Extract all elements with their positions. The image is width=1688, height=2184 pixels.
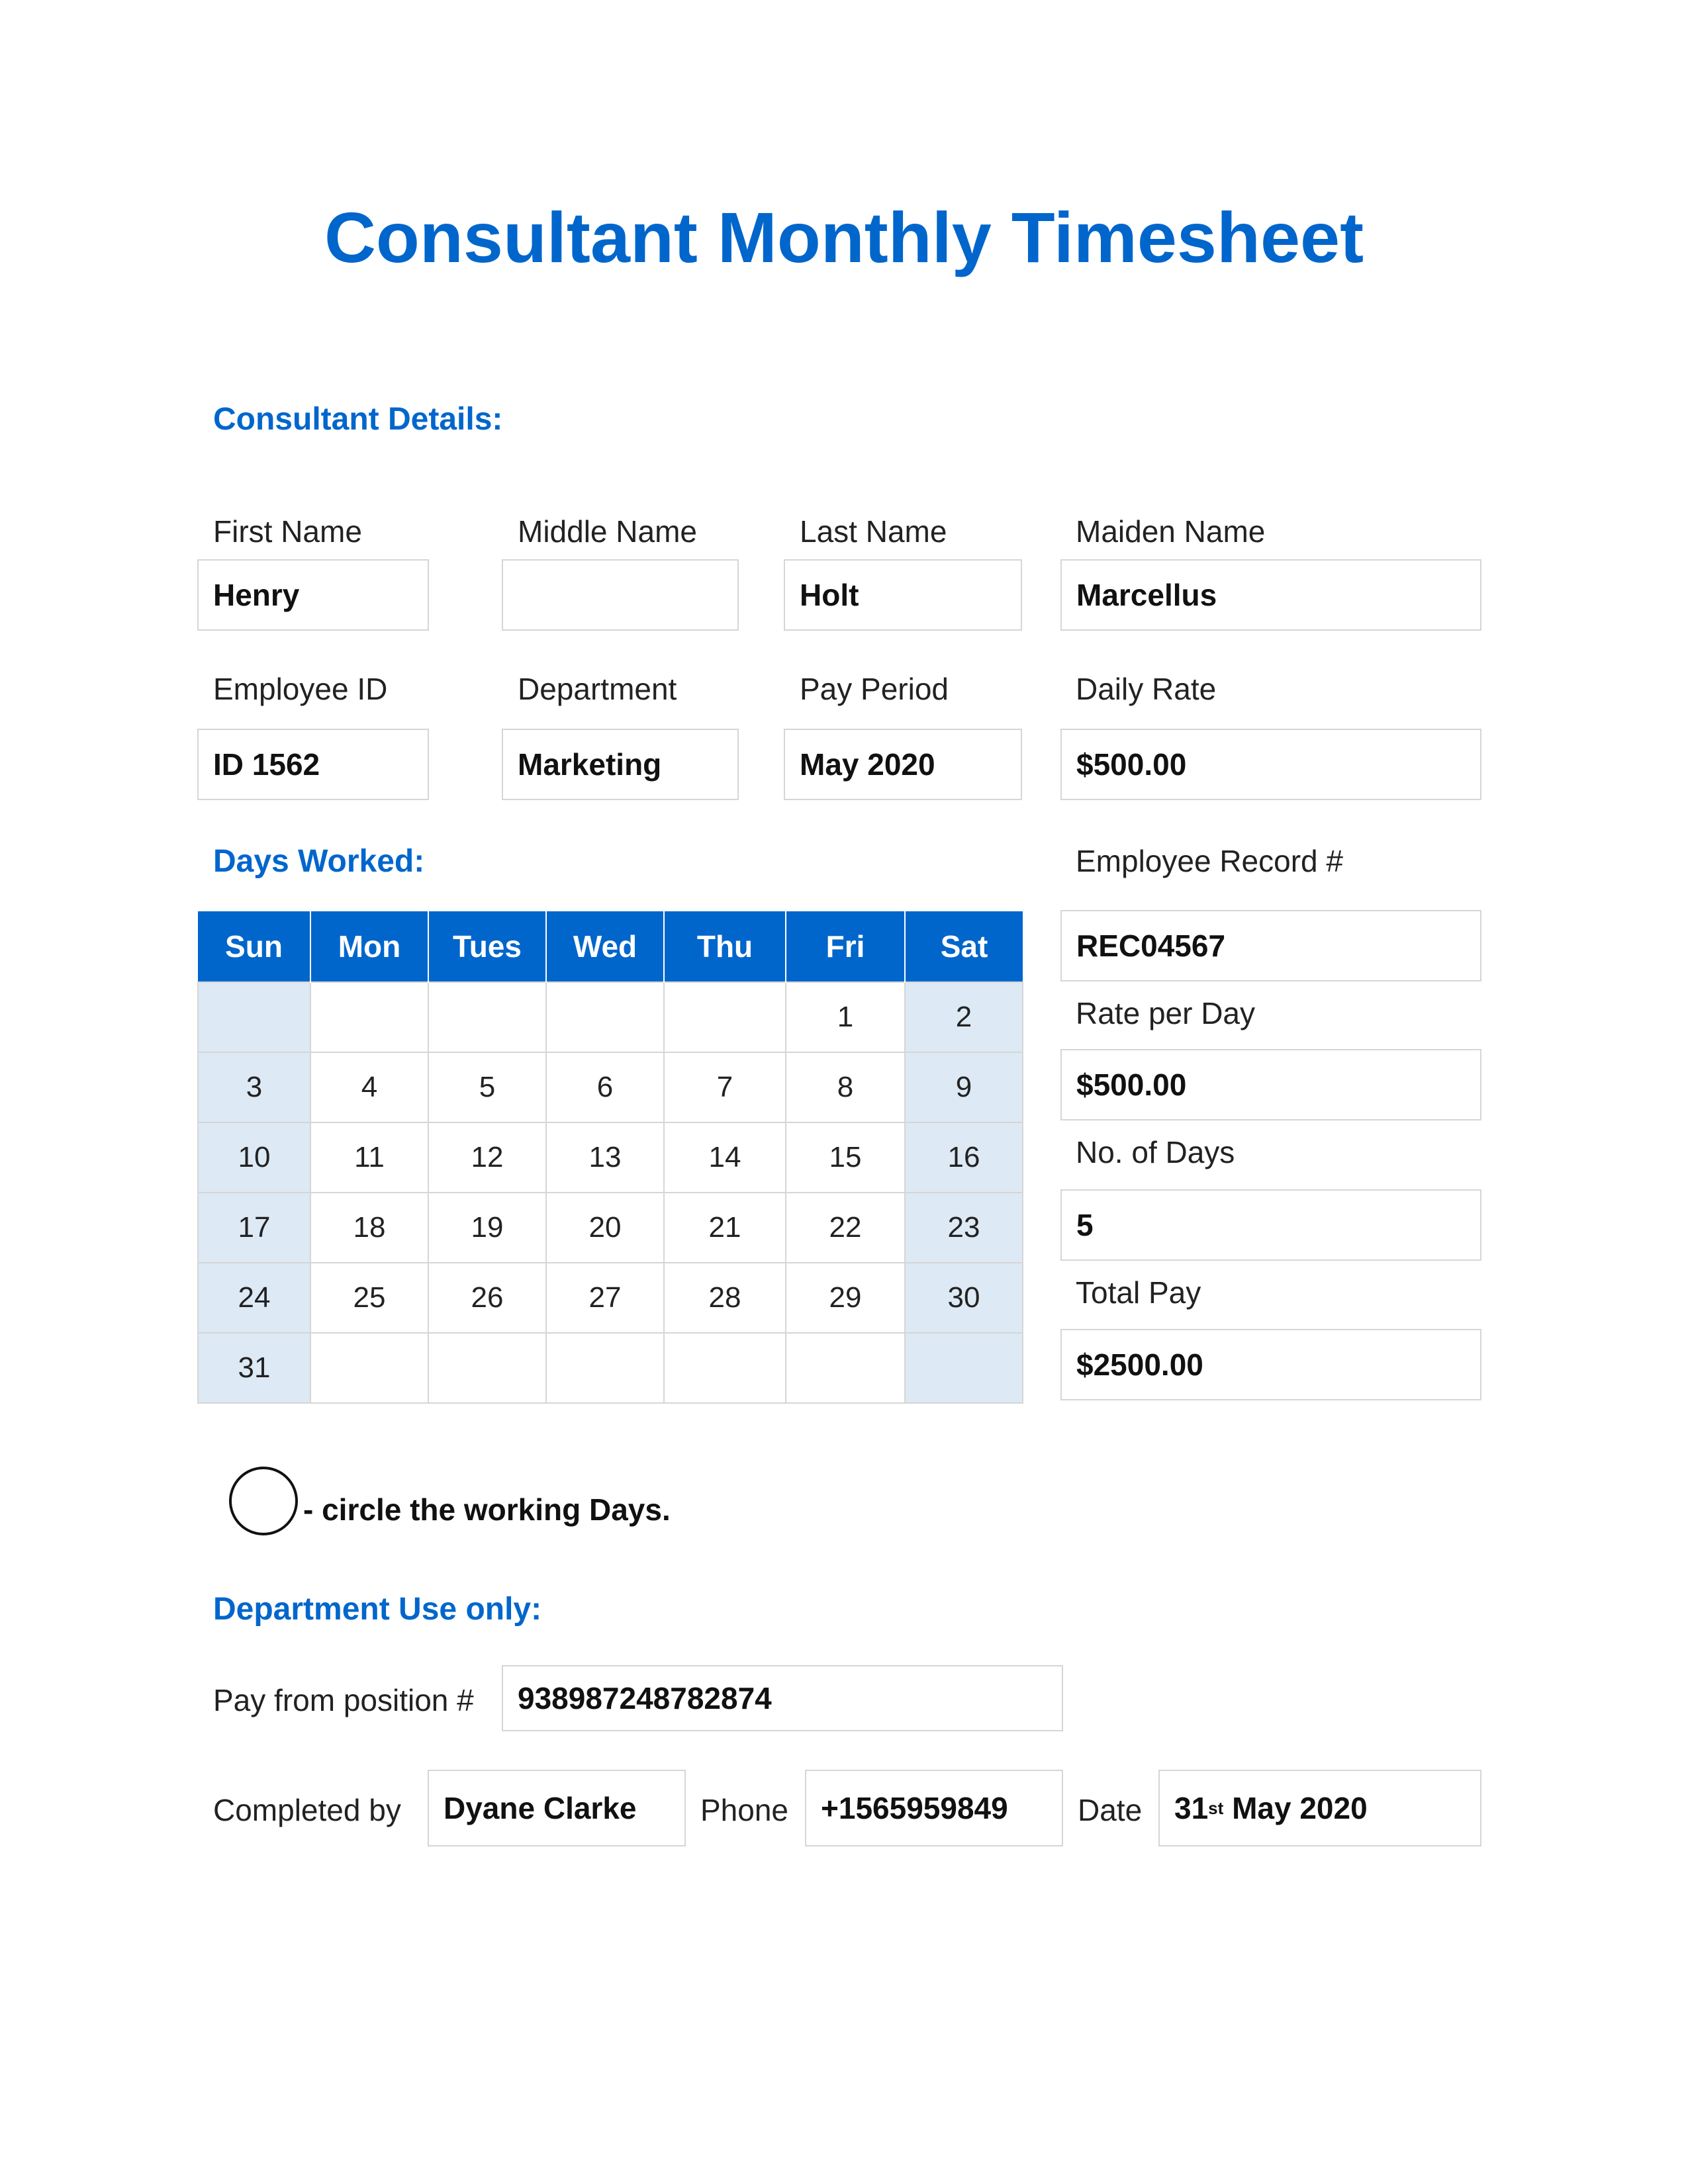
- calendar-day-cell[interactable]: 22: [786, 1193, 905, 1263]
- daily-rate-label: Daily Rate: [1076, 672, 1217, 706]
- pay-period-label: Pay Period: [800, 672, 949, 706]
- completed-by-label: Completed by: [213, 1793, 401, 1827]
- calendar-week-row: [198, 1122, 1023, 1193]
- calendar-day-cell[interactable]: 15: [786, 1122, 905, 1193]
- calendar-day-cell[interactable]: 12: [428, 1122, 546, 1193]
- calendar-day-cell[interactable]: 8: [786, 1052, 905, 1122]
- circle-legend-icon: [229, 1467, 298, 1535]
- first-name-field[interactable]: Henry: [197, 559, 429, 631]
- calendar-day-cell[interactable]: 6: [546, 1052, 664, 1122]
- calendar-day-cell[interactable]: 14: [664, 1122, 786, 1193]
- circle-legend-note: - circle the working Days.: [303, 1492, 671, 1527]
- last-name-field[interactable]: Holt: [784, 559, 1022, 631]
- calendar-day-cell[interactable]: 21: [664, 1193, 786, 1263]
- calendar-day-cell[interactable]: 4: [310, 1052, 428, 1122]
- date-field[interactable]: 31 st May 2020: [1158, 1770, 1481, 1846]
- calendar-day-cell[interactable]: [786, 1333, 905, 1403]
- days-worked-calendar: [197, 911, 1023, 1404]
- weekday-header: Thu: [664, 911, 786, 982]
- employee-id-field[interactable]: ID 1562: [197, 729, 429, 800]
- weekday-header: Sun: [198, 911, 310, 982]
- calendar-day-cell[interactable]: 13: [546, 1122, 664, 1193]
- middle-name-label: Middle Name: [518, 514, 697, 549]
- calendar-day-cell[interactable]: [428, 1333, 546, 1403]
- calendar-day-cell[interactable]: 29: [786, 1263, 905, 1333]
- completed-by-field[interactable]: Dyane Clarke: [428, 1770, 686, 1846]
- calendar-week-row: [198, 1263, 1023, 1333]
- calendar-day-cell[interactable]: [198, 982, 310, 1052]
- rate-per-day-label: Rate per Day: [1076, 996, 1256, 1030]
- calendar-day-cell[interactable]: 16: [905, 1122, 1023, 1193]
- last-name-label: Last Name: [800, 514, 947, 549]
- weekday-header: Fri: [786, 911, 905, 982]
- total-pay-label: Total Pay: [1076, 1275, 1201, 1310]
- department-field[interactable]: Marketing: [502, 729, 739, 800]
- calendar-day-cell[interactable]: 23: [905, 1193, 1023, 1263]
- calendar-day-cell[interactable]: 25: [310, 1263, 428, 1333]
- department-label: Department: [518, 672, 677, 706]
- calendar-day-cell[interactable]: 28: [664, 1263, 786, 1333]
- phone-field[interactable]: +1565959849: [805, 1770, 1063, 1846]
- calendar-day-cell[interactable]: [428, 982, 546, 1052]
- employee-record-label: Employee Record #: [1076, 844, 1343, 878]
- weekday-header: Mon: [310, 911, 428, 982]
- pay-from-position-label: Pay from position #: [213, 1683, 474, 1717]
- calendar-day-cell[interactable]: 30: [905, 1263, 1023, 1333]
- daily-rate-field[interactable]: $500.00: [1060, 729, 1481, 800]
- calendar-day-cell[interactable]: [664, 1333, 786, 1403]
- calendar-day-cell[interactable]: [310, 1333, 428, 1403]
- calendar-day-cell[interactable]: 3: [198, 1052, 310, 1122]
- weekday-header: Sat: [905, 911, 1023, 982]
- total-pay-field[interactable]: $2500.00: [1060, 1329, 1481, 1400]
- calendar-week-row: [198, 1052, 1023, 1122]
- consultant-details-heading: Consultant Details:: [213, 402, 503, 437]
- days-worked-heading: Days Worked:: [213, 844, 425, 879]
- maiden-name-label: Maiden Name: [1076, 514, 1266, 549]
- no-of-days-label: No. of Days: [1076, 1135, 1235, 1169]
- calendar-day-cell[interactable]: 27: [546, 1263, 664, 1333]
- page-title: Consultant Monthly Timesheet: [324, 197, 1364, 277]
- calendar-week-row: [198, 1193, 1023, 1263]
- calendar-day-cell[interactable]: 7: [664, 1052, 786, 1122]
- calendar-day-cell[interactable]: 19: [428, 1193, 546, 1263]
- phone-label: Phone: [700, 1793, 789, 1827]
- first-name-label: First Name: [213, 514, 362, 549]
- calendar-day-cell[interactable]: 24: [198, 1263, 310, 1333]
- pay-period-field[interactable]: May 2020: [784, 729, 1022, 800]
- pay-from-position-field[interactable]: 938987248782874: [502, 1665, 1063, 1731]
- calendar-day-cell[interactable]: 31: [198, 1333, 310, 1403]
- calendar-day-cell[interactable]: [310, 982, 428, 1052]
- calendar-day-cell[interactable]: 9: [905, 1052, 1023, 1122]
- calendar-day-cell[interactable]: 26: [428, 1263, 546, 1333]
- no-of-days-field[interactable]: 5: [1060, 1189, 1481, 1261]
- department-use-heading: Department Use only:: [213, 1592, 542, 1627]
- calendar-week-row: [198, 982, 1023, 1052]
- calendar-day-cell[interactable]: 20: [546, 1193, 664, 1263]
- calendar-day-cell[interactable]: [546, 982, 664, 1052]
- employee-record-field[interactable]: REC04567: [1060, 910, 1481, 981]
- rate-per-day-field[interactable]: $500.00: [1060, 1049, 1481, 1120]
- maiden-name-field[interactable]: Marcellus: [1060, 559, 1481, 631]
- calendar-day-cell[interactable]: [546, 1333, 664, 1403]
- date-day: 31: [1174, 1791, 1209, 1825]
- calendar-day-cell[interactable]: 10: [198, 1122, 310, 1193]
- date-month-year: May 2020: [1223, 1791, 1368, 1825]
- employee-id-label: Employee ID: [213, 672, 388, 706]
- calendar-header-row: [198, 911, 1023, 982]
- calendar-week-row: [198, 1333, 1023, 1403]
- calendar-day-cell[interactable]: 18: [310, 1193, 428, 1263]
- calendar-day-cell[interactable]: 17: [198, 1193, 310, 1263]
- middle-name-field[interactable]: [502, 559, 739, 631]
- calendar-day-cell[interactable]: [664, 982, 786, 1052]
- calendar-day-cell[interactable]: 2: [905, 982, 1023, 1052]
- date-label: Date: [1078, 1793, 1143, 1827]
- calendar-day-cell[interactable]: 1: [786, 982, 905, 1052]
- calendar-day-cell[interactable]: 11: [310, 1122, 428, 1193]
- weekday-header: Tues: [428, 911, 546, 982]
- calendar-day-cell[interactable]: [905, 1333, 1023, 1403]
- weekday-header: Wed: [546, 911, 664, 982]
- calendar-day-cell[interactable]: 5: [428, 1052, 546, 1122]
